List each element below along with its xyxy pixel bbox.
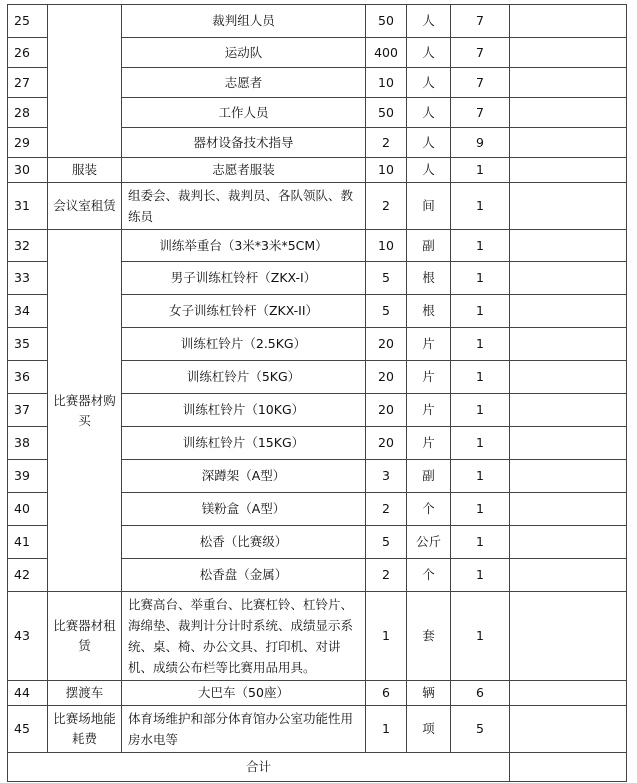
item-name: 训练杠铃片（10KG） xyxy=(122,394,366,427)
category-cell: 比赛器材租赁 xyxy=(48,592,122,681)
remark xyxy=(510,394,627,427)
quantity: 1 xyxy=(366,706,407,753)
days: 1 xyxy=(451,158,510,183)
row-number: 42 xyxy=(8,559,48,592)
unit: 片 xyxy=(407,394,451,427)
row-number: 44 xyxy=(8,681,48,706)
unit: 根 xyxy=(407,295,451,328)
item-name: 体育场维护和部分体育馆办公室功能性用房水电等 xyxy=(122,706,366,753)
days: 1 xyxy=(451,295,510,328)
category-cell: 摆渡车 xyxy=(48,681,122,706)
unit: 辆 xyxy=(407,681,451,706)
category-cell: 比赛器材购买 xyxy=(48,230,122,592)
item-name: 女子训练杠铃杆（ZKX-II） xyxy=(122,295,366,328)
unit: 副 xyxy=(407,230,451,262)
unit: 个 xyxy=(407,493,451,526)
row-number: 31 xyxy=(8,183,48,230)
quantity: 2 xyxy=(366,183,407,230)
days: 1 xyxy=(451,262,510,295)
remark xyxy=(510,295,627,328)
remark xyxy=(510,460,627,493)
quantity: 20 xyxy=(366,361,407,394)
days: 1 xyxy=(451,559,510,592)
days: 1 xyxy=(451,361,510,394)
days: 7 xyxy=(451,5,510,38)
unit: 副 xyxy=(407,460,451,493)
quantity: 5 xyxy=(366,295,407,328)
unit: 人 xyxy=(407,128,451,158)
remark xyxy=(510,128,627,158)
item-name: 男子训练杠铃杆（ZKX-I） xyxy=(122,262,366,295)
category-cell: 比赛场地能耗费 xyxy=(48,706,122,753)
days: 1 xyxy=(451,230,510,262)
quantity: 400 xyxy=(366,38,407,68)
row-number: 39 xyxy=(8,460,48,493)
remark xyxy=(510,68,627,98)
quantity: 2 xyxy=(366,559,407,592)
unit: 根 xyxy=(407,262,451,295)
item-name: 组委会、裁判长、裁判员、各队领队、教练员 xyxy=(122,183,366,230)
quantity: 20 xyxy=(366,394,407,427)
remark xyxy=(510,427,627,460)
row-number: 37 xyxy=(8,394,48,427)
item-name: 镁粉盒（A型） xyxy=(122,493,366,526)
unit: 人 xyxy=(407,5,451,38)
quantity: 10 xyxy=(366,158,407,183)
quantity: 2 xyxy=(366,493,407,526)
table-row xyxy=(8,5,627,38)
row-number: 40 xyxy=(8,493,48,526)
row-number: 28 xyxy=(8,98,48,128)
item-name: 训练杠铃片（15KG） xyxy=(122,427,366,460)
row-number: 32 xyxy=(8,230,48,262)
remark xyxy=(510,328,627,361)
table-row xyxy=(8,592,627,681)
item-name: 大巴车（50座） xyxy=(122,681,366,706)
row-number: 45 xyxy=(8,706,48,753)
quantity: 20 xyxy=(366,427,407,460)
unit: 间 xyxy=(407,183,451,230)
days: 7 xyxy=(451,68,510,98)
unit: 人 xyxy=(407,38,451,68)
days: 1 xyxy=(451,394,510,427)
remark xyxy=(510,526,627,559)
table-wrapper xyxy=(7,4,627,782)
unit: 个 xyxy=(407,559,451,592)
item-name: 运动队 xyxy=(122,38,366,68)
row-number: 30 xyxy=(8,158,48,183)
remark xyxy=(510,592,627,681)
item-name: 志愿者服装 xyxy=(122,158,366,183)
unit: 套 xyxy=(407,592,451,681)
days: 1 xyxy=(451,526,510,559)
days: 1 xyxy=(451,328,510,361)
item-name: 训练杠铃片（5KG） xyxy=(122,361,366,394)
total-label: 合计 xyxy=(8,753,510,782)
row-number: 43 xyxy=(8,592,48,681)
budget-table xyxy=(7,4,627,782)
days: 5 xyxy=(451,706,510,753)
remark xyxy=(510,681,627,706)
remark xyxy=(510,493,627,526)
total-value xyxy=(510,753,627,782)
row-number: 33 xyxy=(8,262,48,295)
category-cell xyxy=(48,5,122,158)
table-row xyxy=(8,681,627,706)
remark xyxy=(510,38,627,68)
row-number: 27 xyxy=(8,68,48,98)
row-number: 38 xyxy=(8,427,48,460)
table-row xyxy=(8,158,627,183)
quantity: 5 xyxy=(366,262,407,295)
total-row xyxy=(8,753,627,782)
table-row xyxy=(8,706,627,753)
quantity: 10 xyxy=(366,68,407,98)
remark xyxy=(510,98,627,128)
unit: 人 xyxy=(407,98,451,128)
quantity: 20 xyxy=(366,328,407,361)
unit: 片 xyxy=(407,361,451,394)
table-row xyxy=(8,230,627,262)
unit: 人 xyxy=(407,158,451,183)
remark xyxy=(510,230,627,262)
table-row xyxy=(8,183,627,230)
remark xyxy=(510,5,627,38)
quantity: 6 xyxy=(366,681,407,706)
days: 1 xyxy=(451,183,510,230)
row-number: 29 xyxy=(8,128,48,158)
days: 1 xyxy=(451,493,510,526)
item-name: 裁判组人员 xyxy=(122,5,366,38)
days: 7 xyxy=(451,38,510,68)
row-number: 41 xyxy=(8,526,48,559)
unit: 片 xyxy=(407,328,451,361)
days: 6 xyxy=(451,681,510,706)
unit: 公斤 xyxy=(407,526,451,559)
item-name: 深蹲架（A型） xyxy=(122,460,366,493)
remark xyxy=(510,361,627,394)
quantity: 1 xyxy=(366,592,407,681)
row-number: 26 xyxy=(8,38,48,68)
days: 1 xyxy=(451,427,510,460)
row-number: 36 xyxy=(8,361,48,394)
quantity: 50 xyxy=(366,98,407,128)
quantity: 50 xyxy=(366,5,407,38)
row-number: 34 xyxy=(8,295,48,328)
category-cell: 服装 xyxy=(48,158,122,183)
remark xyxy=(510,559,627,592)
row-number: 25 xyxy=(8,5,48,38)
item-name: 训练举重台（3米*3米*5CM） xyxy=(122,230,366,262)
remark xyxy=(510,158,627,183)
remark xyxy=(510,262,627,295)
item-name: 松香（比赛级） xyxy=(122,526,366,559)
unit: 人 xyxy=(407,68,451,98)
remark xyxy=(510,183,627,230)
row-number: 35 xyxy=(8,328,48,361)
days: 7 xyxy=(451,98,510,128)
unit: 片 xyxy=(407,427,451,460)
days: 9 xyxy=(451,128,510,158)
category-cell: 会议室租赁 xyxy=(48,183,122,230)
remark xyxy=(510,706,627,753)
item-name: 松香盘（金属） xyxy=(122,559,366,592)
quantity: 10 xyxy=(366,230,407,262)
quantity: 3 xyxy=(366,460,407,493)
item-name: 训练杠铃片（2.5KG） xyxy=(122,328,366,361)
quantity: 2 xyxy=(366,128,407,158)
item-name: 器材设备技术指导 xyxy=(122,128,366,158)
quantity: 5 xyxy=(366,526,407,559)
item-name: 志愿者 xyxy=(122,68,366,98)
days: 1 xyxy=(451,460,510,493)
unit: 项 xyxy=(407,706,451,753)
item-name: 比赛高台、举重台、比赛杠铃、杠铃片、海绵垫、裁判计分计时系统、成绩显示系统、桌、椅、办公文具、打印机、对讲机、成绩公布栏等比赛用品用具。 xyxy=(122,592,366,681)
item-name: 工作人员 xyxy=(122,98,366,128)
days: 1 xyxy=(451,592,510,681)
